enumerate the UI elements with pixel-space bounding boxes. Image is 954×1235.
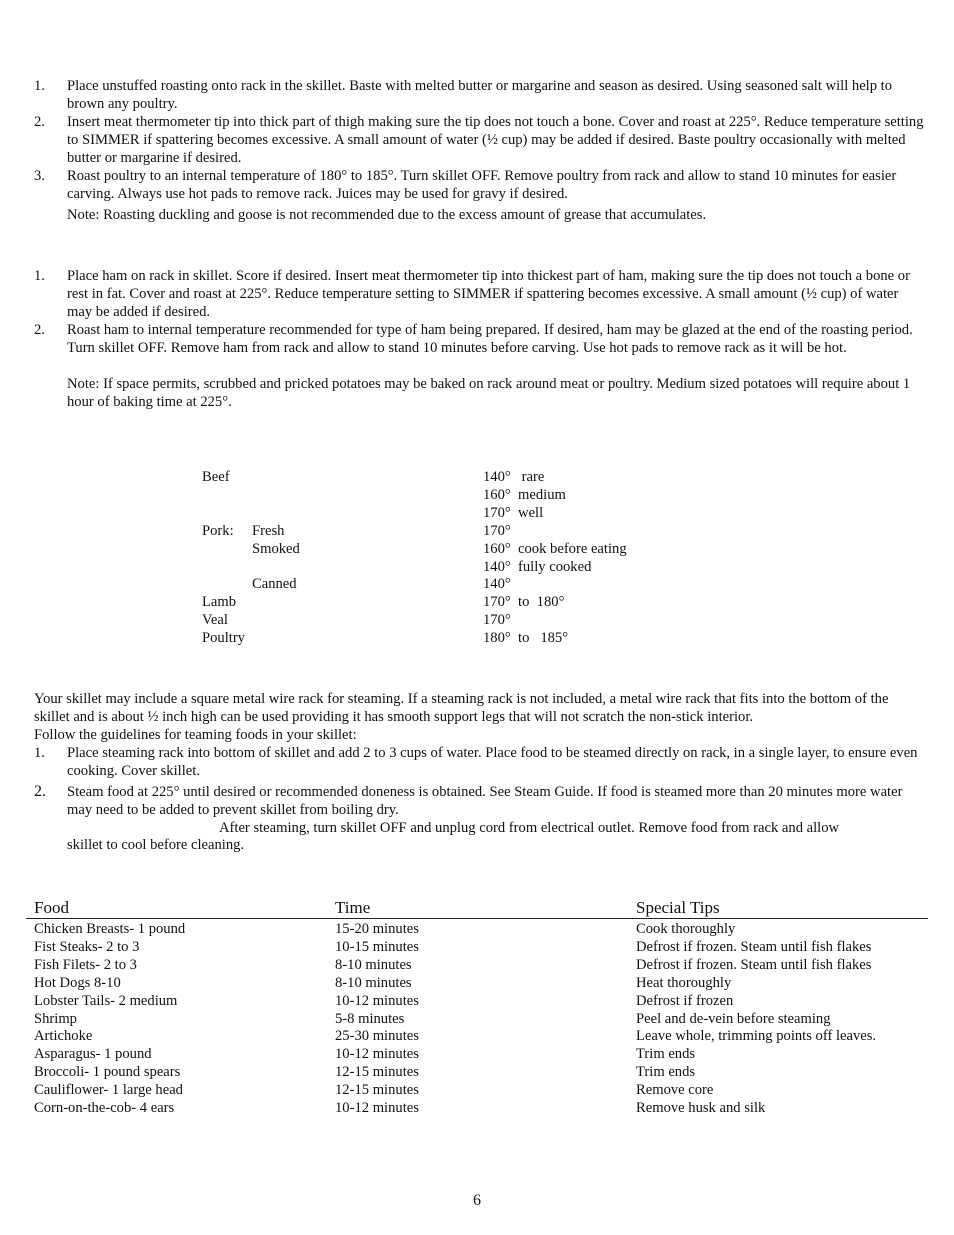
time-cell: 10-12 minutes xyxy=(335,1100,419,1116)
table-row xyxy=(0,920,954,938)
table-row xyxy=(0,1045,954,1063)
pork-smoked-temp-1: 160° cook before eating xyxy=(483,541,627,557)
step-text: Steam food at 225° until desired or recommended doneness is obtained. See Steam Guide. If food is steamed more than 20 minutes more water may need to be added to prevent skillet from boiling dry. xyxy=(67,784,903,818)
step-number: 2. xyxy=(34,783,46,800)
tips-cell: Leave whole, trimming points off leaves. xyxy=(636,1028,877,1045)
step-text: Insert meat thermometer tip into thick part of thigh making sure the tip does not touch a bone. Cover and roast at 225°. Reduce temperature setting to SIMMER if spattering becomes excessive. A small amount of water (½ cup) may be added if desired. Baste poultry occasionally with melted butter or margarine if desired. xyxy=(67,114,924,166)
table-row xyxy=(0,1081,954,1099)
pork-smoked-temp-2: 140° fully cooked xyxy=(483,559,592,575)
tips-cell: Remove husk and silk xyxy=(636,1100,766,1116)
food-cell: Chicken Breasts- 1 pound xyxy=(34,921,186,937)
step-number: 1. xyxy=(34,268,45,284)
poultry-step-2 xyxy=(34,113,924,167)
table-row xyxy=(0,992,954,1010)
tips-cell: Remove core xyxy=(636,1082,714,1099)
page-number: 6 xyxy=(473,1192,481,1209)
time-cell: 10-12 minutes xyxy=(335,992,419,1009)
step-number: 3. xyxy=(34,168,45,184)
poultry-note: Note: Roasting duckling and goose is not recommended due to the excess amount of grease that accumulates. xyxy=(67,207,707,223)
poultry-step-3 xyxy=(34,167,924,203)
tips-cell: Defrost if frozen. Steam until fish flakes xyxy=(636,956,872,973)
step-text: Place unstuffed roasting onto rack in the skillet. Baste with melted butter or margarine and season as desired. Using seasoned salt will help to brown any poultry. xyxy=(67,78,893,112)
beef-well: 170° well xyxy=(483,505,544,521)
time-cell: 8-10 minutes xyxy=(335,974,412,991)
step-number: 1. xyxy=(34,78,45,94)
step-number: 2. xyxy=(34,322,45,338)
food-cell: Fish Filets- 2 to 3 xyxy=(34,956,137,973)
time-cell: 15-20 minutes xyxy=(335,921,419,937)
steam-step-1 xyxy=(34,744,924,780)
table-row xyxy=(0,1099,954,1117)
time-cell: 10-15 minutes xyxy=(335,938,419,955)
food-cell: Artichoke xyxy=(34,1028,93,1045)
beef-medium: 160° medium xyxy=(483,487,566,503)
steam-after-line-2: skillet to cool before cleaning. xyxy=(67,837,245,853)
steam-step-2 xyxy=(34,783,924,819)
tips-cell: Cook thoroughly xyxy=(636,921,736,937)
step-number: 2. xyxy=(34,114,45,130)
header-divider xyxy=(26,918,928,919)
step-text: Roast poultry to an internal temperature of 180° to 185°. Turn skillet OFF. Remove poultry from rack and allow to stand 10 minutes for easier carving. Always use hot pads to remove rack. Juices may be used for gravy if desired. xyxy=(67,168,897,202)
time-cell: 10-12 minutes xyxy=(335,1046,419,1063)
meat-lamb: Lamb xyxy=(202,594,237,610)
steam-follow: Follow the guidelines for teaming foods in your skillet: xyxy=(34,727,357,743)
meat-beef: Beef xyxy=(202,469,230,485)
pork-fresh-temp: 170° xyxy=(483,523,511,539)
beef-rare: 140° rare xyxy=(483,469,545,485)
poultry-temp: 180° to 185° xyxy=(483,630,569,646)
poultry-step-1 xyxy=(34,77,924,113)
steam-after-line-1: After steaming, turn skillet OFF and unplug cord from electrical outlet. Remove food from rack and allow xyxy=(219,820,840,836)
pork-smoked: Smoked xyxy=(252,541,300,557)
step-text: Place ham on rack in skillet. Score if desired. Insert meat thermometer tip into thickest part of ham, making sure the tip does not touch a bone or rest in fat. Cover and roast at 225°. Reduce temperature setting to SIMMER if spattering becomes excessive. A small amount (½ cup) of water may be added if desired. xyxy=(67,268,910,320)
time-cell: 25-30 minutes xyxy=(335,1028,419,1045)
food-cell: Asparagus- 1 pound xyxy=(34,1046,152,1063)
step-text: Place steaming rack into bottom of skillet and add 2 to 3 cups of water. Place food to be steamed directly on rack, in a single layer, to ensure even cooking. Cover skillet. xyxy=(67,745,918,779)
time-cell: 8-10 minutes xyxy=(335,956,412,973)
step-number: 1. xyxy=(34,745,45,761)
column-header-time: Time xyxy=(335,898,371,917)
step-text: Roast ham to internal temperature recommended for type of ham being prepared. If desired, ham may be glazed at the end of the roasting period. Turn skillet OFF. Remove ham from rack and allow to stand 10 minutes before carving. Use hot pads to remove rack as it will be hot. xyxy=(67,322,913,356)
food-cell: Hot Dogs 8-10 xyxy=(34,974,121,991)
pork-canned-temp: 140° xyxy=(483,576,511,592)
ham-step-1 xyxy=(34,267,924,321)
table-row xyxy=(0,1010,954,1028)
table-row xyxy=(0,956,954,974)
meat-pork: Pork: xyxy=(202,523,234,539)
tips-cell: Heat thoroughly xyxy=(636,974,732,991)
food-cell: Lobster Tails- 2 medium xyxy=(34,992,178,1009)
meat-veal: Veal xyxy=(202,612,228,628)
ham-note: Note: If space permits, scrubbed and pricked potatoes may be baked on rack around meat or poultry. Medium sized potatoes will require about 1 hour of baking time at 225°. xyxy=(67,376,911,410)
tips-cell: Trim ends xyxy=(636,1064,696,1081)
tips-cell: Peel and de-vein before steaming xyxy=(636,1010,831,1027)
pork-canned: Canned xyxy=(252,576,297,592)
food-cell: Fist Steaks- 2 to 3 xyxy=(34,938,140,955)
tips-cell: Defrost if frozen xyxy=(636,992,734,1009)
lamb-temp: 170° to 180° xyxy=(483,594,565,610)
veal-temp: 170° xyxy=(483,612,511,628)
food-cell: Shrimp xyxy=(34,1010,77,1027)
tips-cell: Defrost if frozen. Steam until fish flakes xyxy=(636,938,872,955)
time-cell: 12-15 minutes xyxy=(335,1064,419,1081)
meat-poultry: Poultry xyxy=(202,630,245,646)
time-cell: 12-15 minutes xyxy=(335,1082,419,1099)
table-row xyxy=(0,974,954,992)
food-cell: Corn-on-the-cob- 4 ears xyxy=(34,1100,175,1116)
food-cell: Broccoli- 1 pound spears xyxy=(34,1064,181,1081)
column-header-tips: Special Tips xyxy=(636,898,720,917)
tips-cell: Trim ends xyxy=(636,1046,696,1063)
column-header-food: Food xyxy=(34,898,69,917)
table-row xyxy=(0,1063,954,1081)
pork-fresh: Fresh xyxy=(252,523,285,539)
steam-intro: Your skillet may include a square metal wire rack for steaming. If a steaming rack is not included, a metal wire rack that fits into the bottom of the skillet and is about ½ inch high can be used providing it has smooth support legs that will not scratch the non-stick interior. xyxy=(34,691,889,725)
table-row xyxy=(0,938,954,956)
time-cell: 5-8 minutes xyxy=(335,1010,405,1027)
table-row xyxy=(0,1027,954,1045)
ham-step-2 xyxy=(34,321,924,357)
food-cell: Cauliflower- 1 large head xyxy=(34,1082,183,1099)
